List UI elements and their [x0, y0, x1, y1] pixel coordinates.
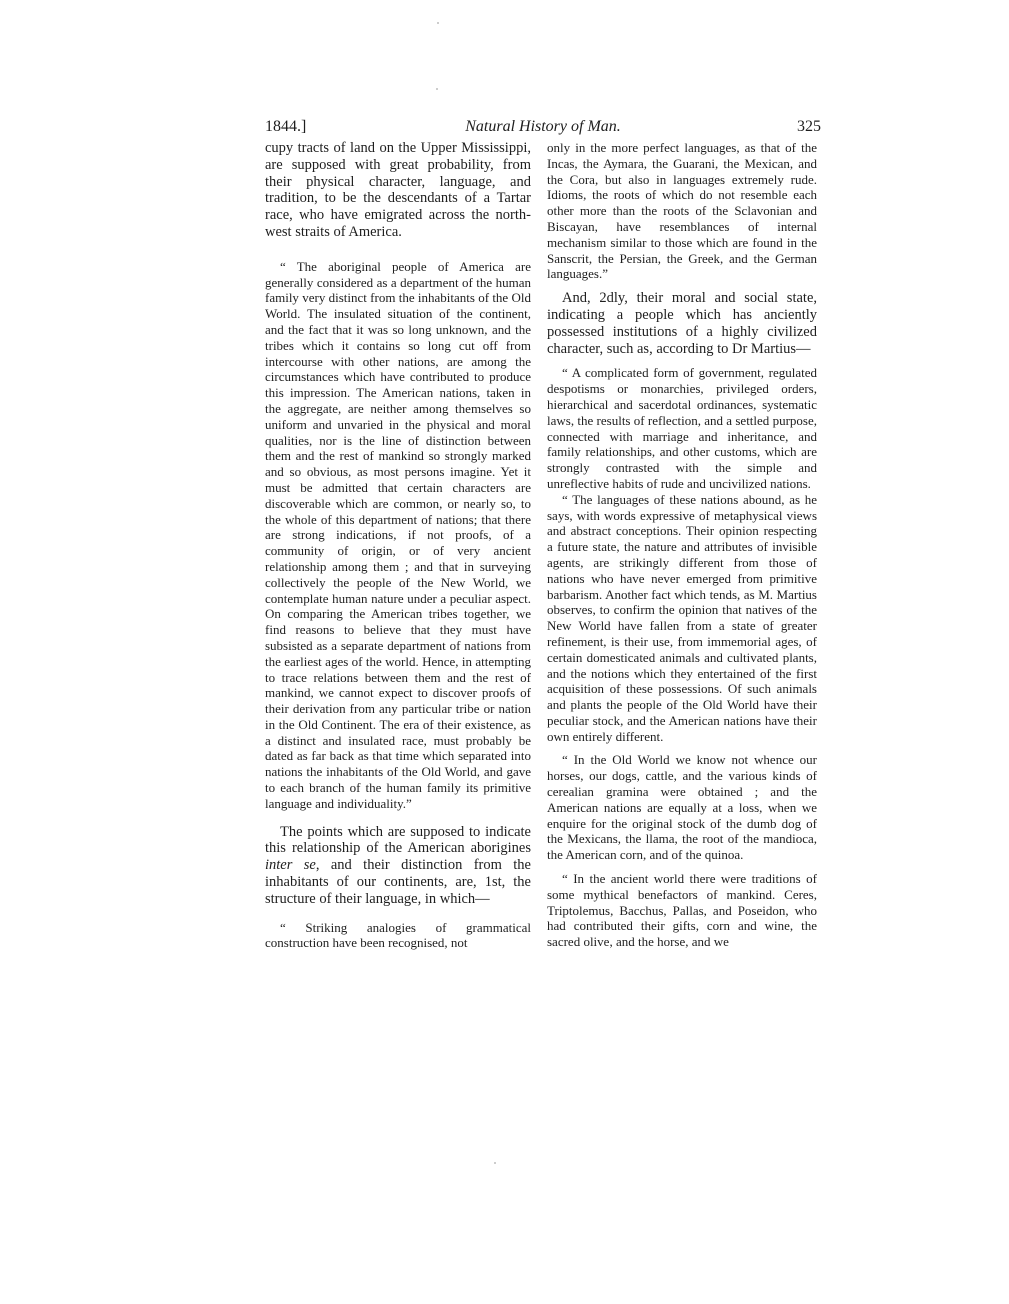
paper-speck [437, 22, 439, 24]
paragraph-tartar-race: cupy tracts of land on the Upper Mississippi, are supposed with great probability, from their physical character, language, and tradition, to be the descendants of a Tartar race, who have emigrated across the north-west straits of America. [265, 140, 531, 240]
paragraph-moral-social-state: And, 2dly, their moral and social state, indicating a people which has anciently possessed institutions of a highly civilized character, such as, according to Dr Martius— [547, 290, 817, 357]
quote-aboriginal-people: “ The aboriginal people of America are generally considered as a department of the human family very distinct from the inhabitants of the Old World. The insulated situation of the continent, and the fact that it was so long unknown, and the tribes which it contains so long cut off from intercourse with other nations, are among the circumstances which have contributed to produce this impression. The American nations, taken in the aggregate, are neither among themselves so uniform and unvaried in the physical and moral qualities, nor is the line of distinction between them and the rest of mankind so strongly marked and so obvious, as most persons imagine. Yet it must be admitted that certain characters are discoverable which are common, or nearly so, to the whole of this department of nations; that there are strong indications, if not proofs, of a community of origin, or of very ancient relationship among them ; and that in surveying collectively the people of the New World, we contemplate human nature under a peculiar aspect. On comparing the American tribes together, we find reasons to believe that they must have subsisted as a separate department of nations from the earliest ages of the world. Hence, in attempting to trace relations between them and the rest of mankind, we cannot expect to discover proofs of their derivation from any particular tribe or nation in the Old Continent. The era of their existence, as a distinct and insulated race, must probably be dated as far back as that time which separated into nations the inhabitants of the Old World, and gave to each branch of the human family its primitive language and individuality.” [265, 258, 531, 811]
paragraph-points-text-a: The points which are supposed to indicate this relationship of the American aborigines [265, 823, 531, 857]
right-column [547, 140, 817, 950]
paper-speck [494, 1162, 496, 1164]
paragraph-points-relationship [265, 824, 531, 908]
paper-speck [436, 88, 438, 90]
quote-old-world: “ In the Old World we know not whence our horses, our dogs, cattle, and the various kinds of cerealian gramina were obtained ; and the American nations are equally at a loss, when we enquire for the original stock of the dumb dog of the Mexicans, the llama, the root of the mandioca, the American corn, and of the quinoa. [547, 752, 817, 863]
quote-grammatical-construction: “ Striking analogies of grammatical construction have been recognised, not [265, 919, 531, 951]
latin-phrase: inter se [265, 857, 316, 874]
quote-languages-abound: “ The languages of these nations abound, as he says, with words expressive of metaphysical views and abstract conceptions. Their opinion respecting a future state, the nature and attributes of invisible agents, are strikingly different from those of nations who have never emerged from primitive barbarism. Another fact which tends, as M. Martius observes, to confirm the opinion that natives of the New World have fallen from a state of greater refinement, is their use, from immemorial ages, of certain domesticated animals and cultivated plants, and the notions which they entertained of the first acquisition of these possessions. Of such animals and plants the people of the Old World have their peculiar stock, and the American nations have their own entirely different. [547, 491, 817, 744]
header-title: Natural History of Man. [465, 118, 621, 135]
left-column [265, 140, 531, 951]
running-header [265, 118, 821, 140]
quote-languages-continued: only in the more perfect languages, as that of the Incas, the Aymara, the Guarani, the Mexican, and the Cora, but also in languages extremely rude. Idioms, the roots of which do not resemble each other more than the roots of the Sclavonian and Biscayan, have resemblances of internal mechanism similar to those which are found in the Sanscrit, the Persian, the Greek, and the German languages.” [547, 140, 817, 282]
paragraph-points-text-b: , and their distinction from the inhabitants of our continents, are, 1st, the structure of their language, in which— [265, 857, 531, 907]
quote-government: “ A complicated form of government, regulated despotisms or monarchies, privileged orders, hierarchical and sacerdotal ordinances, systematic laws, the results of reflection, and a settled purpose, connected with marriage and inheritance, and family relationships, and other customs, which are strongly contrasted with the simple and unreflective habits of rude and uncivilized nations. [547, 365, 817, 491]
header-year: 1844.] [265, 118, 307, 135]
quote-ancient-world: “ In the ancient world there were traditions of some mythical benefactors of mankind. Ceres, Triptolemus, Bacchus, Pallas, and Poseidon, who had contributed their gifts, corn and wine, the sacred olive, and the horse, and we [547, 871, 817, 950]
header-page-number: 325 [797, 118, 821, 135]
